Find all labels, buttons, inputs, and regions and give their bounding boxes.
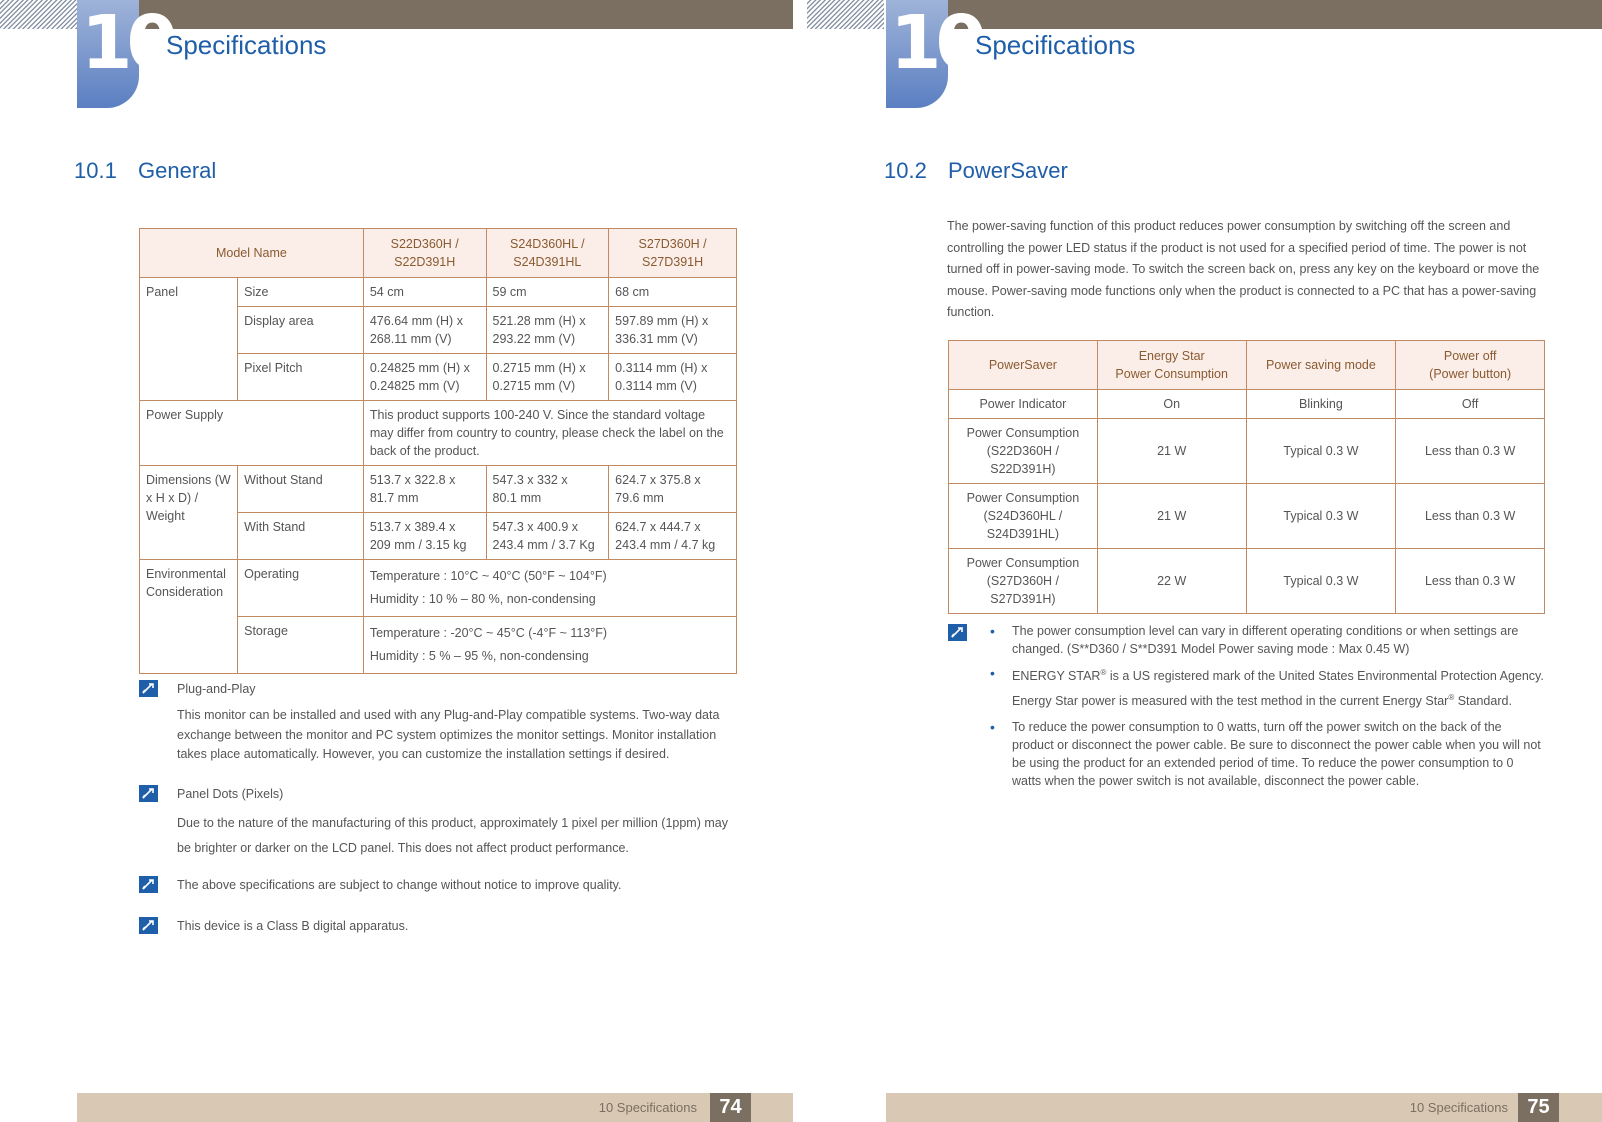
table-cell: 624.7 x 375.8 x 79.6 mm bbox=[609, 466, 737, 513]
table-cell: 54 cm bbox=[363, 278, 486, 307]
note-body: This monitor can be installed and used with any Plug-and-Play compatible systems. Two-way data exchange between the monitor and PC system optimizes the monitor settings. Monitor installation takes place automatically. However, you can customize the installation settings if desired. bbox=[177, 708, 720, 761]
size-label: Size bbox=[238, 278, 364, 307]
chapter-number-badge bbox=[886, 0, 981, 108]
table-cell: 0.3114 mm (H) x 0.3114 mm (V) bbox=[609, 354, 737, 401]
table-cell: 59 cm bbox=[486, 278, 609, 307]
operating-label: Operating bbox=[238, 560, 364, 617]
table-row bbox=[140, 278, 737, 307]
powersaver-header: PowerSaver bbox=[949, 341, 1098, 390]
table-cell: Power Consumption (S27D360H / S27D391H) bbox=[949, 549, 1098, 614]
table-cell: Off bbox=[1396, 390, 1545, 419]
storage-value: Temperature : -20°C ~ 45°C (-4°F ~ 113°F) Humidity : 5 % – 95 %, non-condensing bbox=[363, 617, 736, 674]
table-cell: Power Indicator bbox=[949, 390, 1098, 419]
with-stand-label: With Stand bbox=[238, 513, 364, 560]
table-cell: Less than 0.3 W bbox=[1396, 484, 1545, 549]
table-row bbox=[140, 401, 737, 466]
note-title: Panel Dots (Pixels) bbox=[177, 787, 284, 801]
list-item: • To reduce the power consumption to 0 watts, turn off the power switch on the back of the product or disconnect the power cable. Be sure to disconnect the power cable when you will not be using the product for an extended period of time. To reduce the power consumption to 0 watts when the power switch is not available, disconnect the power cable. bbox=[986, 718, 1545, 790]
footer-text: 10 Specifications bbox=[598, 1100, 697, 1115]
section-title: PowerSaver bbox=[948, 158, 1068, 183]
storage-label: Storage bbox=[238, 617, 364, 674]
section-heading bbox=[884, 158, 1068, 184]
table-cell: 513.7 x 389.4 x 209 mm / 3.15 kg bbox=[363, 513, 486, 560]
table-cell: Typical 0.3 W bbox=[1246, 549, 1396, 614]
table-row bbox=[949, 484, 1545, 549]
dimensions-label: Dimensions (W x H x D) / Weight bbox=[140, 466, 238, 560]
display-area-label: Display area bbox=[238, 307, 364, 354]
note-plug-and-play bbox=[139, 680, 737, 765]
section-title: General bbox=[138, 158, 217, 183]
note-title: The above specifications are subject to change without notice to improve quality. bbox=[177, 878, 622, 892]
model-header: S27D360H / S27D391H bbox=[609, 229, 737, 278]
power-supply-label: Power Supply bbox=[140, 401, 364, 466]
section-number: 10.2 bbox=[884, 158, 927, 183]
table-cell: Power Consumption (S22D360H / S22D391H) bbox=[949, 419, 1098, 484]
powersaver-table bbox=[948, 340, 1545, 614]
table-cell: Typical 0.3 W bbox=[1246, 484, 1396, 549]
power-saving-mode-header: Power saving mode bbox=[1246, 341, 1396, 390]
table-cell: 476.64 mm (H) x 268.11 mm (V) bbox=[363, 307, 486, 354]
section-number: 10.1 bbox=[74, 158, 117, 183]
note-body: Due to the nature of the manufacturing of this product, approximately 1 pixel per million (1ppm) may be brighter or darker on the LCD panel. This does not affect product performance. bbox=[177, 816, 728, 855]
table-cell: 0.2715 mm (H) x 0.2715 mm (V) bbox=[486, 354, 609, 401]
table-cell: Less than 0.3 W bbox=[1396, 419, 1545, 484]
table-cell: 22 W bbox=[1097, 549, 1246, 614]
table-cell: 597.89 mm (H) x 336.31 mm (V) bbox=[609, 307, 737, 354]
table-header-row bbox=[140, 229, 737, 278]
chapter-title: Specifications bbox=[166, 30, 327, 60]
note-icon bbox=[139, 876, 158, 893]
table-cell: 21 W bbox=[1097, 419, 1246, 484]
table-row bbox=[949, 419, 1545, 484]
note-class-b bbox=[139, 917, 408, 935]
chapter-number: 10 bbox=[81, 0, 172, 86]
note-title: This device is a Class B digital apparatus. bbox=[177, 919, 409, 933]
table-cell: 547.3 x 400.9 x 243.4 mm / 3.7 Kg bbox=[486, 513, 609, 560]
header-hatch bbox=[0, 0, 77, 29]
note-icon bbox=[139, 917, 158, 934]
table-row bbox=[140, 560, 737, 617]
note-title: Plug-and-Play bbox=[177, 682, 256, 696]
header-hatch bbox=[807, 0, 884, 29]
power-supply-value: This product supports 100-240 V. Since the standard voltage may differ from country to country, please check the label on the back of the product. bbox=[363, 401, 736, 466]
table-cell: 21 W bbox=[1097, 484, 1246, 549]
pixel-pitch-label: Pixel Pitch bbox=[238, 354, 364, 401]
table-cell: Typical 0.3 W bbox=[1246, 419, 1396, 484]
page-number: 74 bbox=[710, 1093, 751, 1122]
list-item: • The power consumption level can vary in different operating conditions or when settings are changed. (S**D360 / S**D391 Model Power saving mode : Max 0.45 W) bbox=[986, 622, 1545, 658]
model-name-header: Model Name bbox=[140, 229, 364, 278]
general-spec-table bbox=[139, 228, 737, 674]
table-row bbox=[140, 466, 737, 513]
powersaver-intro: The power-saving function of this product reduces power consumption by switching off the screen and controlling the power LED status if the product is not used for a specified period of time. The power is not turned off in power-saving mode. To switch the screen back on, press any key on the keyboard or move the mouse. Power-saving mode functions only when the product is connected to a PC that has a power-saving function. bbox=[947, 219, 1540, 319]
model-header: S22D360H / S22D391H bbox=[363, 229, 486, 278]
chapter-title: Specifications bbox=[975, 30, 1136, 60]
energy-star-header: Energy Star Power Consumption bbox=[1097, 341, 1246, 390]
without-stand-label: Without Stand bbox=[238, 466, 364, 513]
operating-value: Temperature : 10°C ~ 40°C (50°F ~ 104°F) Humidity : 10 % – 80 %, non-condensing bbox=[363, 560, 736, 617]
panel-label: Panel bbox=[140, 278, 238, 401]
table-cell: On bbox=[1097, 390, 1246, 419]
note-icon bbox=[948, 624, 967, 641]
power-off-header: Power off (Power button) bbox=[1396, 341, 1545, 390]
list-item: • ENERGY STAR® is a US registered mark of the United States Environmental Protection Agency. bbox=[986, 664, 1545, 685]
note-icon bbox=[139, 785, 158, 802]
list-item-continuation: Energy Star power is measured with the test method in the current Energy Star® Standard. bbox=[1012, 693, 1512, 709]
table-cell: 624.7 x 444.7 x 243.4 mm / 4.7 kg bbox=[609, 513, 737, 560]
note-panel-dots bbox=[139, 785, 737, 861]
chapter-number-badge bbox=[77, 0, 172, 108]
table-header-row bbox=[949, 341, 1545, 390]
table-cell: Power Consumption (S24D360HL / S24D391HL) bbox=[949, 484, 1098, 549]
table-cell: 521.28 mm (H) x 293.22 mm (V) bbox=[486, 307, 609, 354]
note-icon bbox=[139, 680, 158, 697]
table-cell: Blinking bbox=[1246, 390, 1396, 419]
section-heading bbox=[74, 158, 216, 184]
footer-text: 10 Specifications bbox=[1409, 1100, 1508, 1115]
table-cell: 68 cm bbox=[609, 278, 737, 307]
table-cell: Less than 0.3 W bbox=[1396, 549, 1545, 614]
chapter-number: 10 bbox=[890, 0, 981, 86]
header-bar bbox=[137, 0, 793, 29]
model-header: S24D360HL / S24D391HL bbox=[486, 229, 609, 278]
table-row bbox=[949, 390, 1545, 419]
table-cell: 513.7 x 322.8 x 81.7 mm bbox=[363, 466, 486, 513]
header-bar bbox=[946, 0, 1602, 29]
table-row bbox=[949, 549, 1545, 614]
environment-label: Environmental Consideration bbox=[140, 560, 238, 674]
powersaver-notes bbox=[948, 622, 1545, 796]
note-spec-change bbox=[139, 876, 621, 894]
page-number: 75 bbox=[1518, 1093, 1559, 1122]
table-cell: 547.3 x 332 x 80.1 mm bbox=[486, 466, 609, 513]
table-cell: 0.24825 mm (H) x 0.24825 mm (V) bbox=[363, 354, 486, 401]
